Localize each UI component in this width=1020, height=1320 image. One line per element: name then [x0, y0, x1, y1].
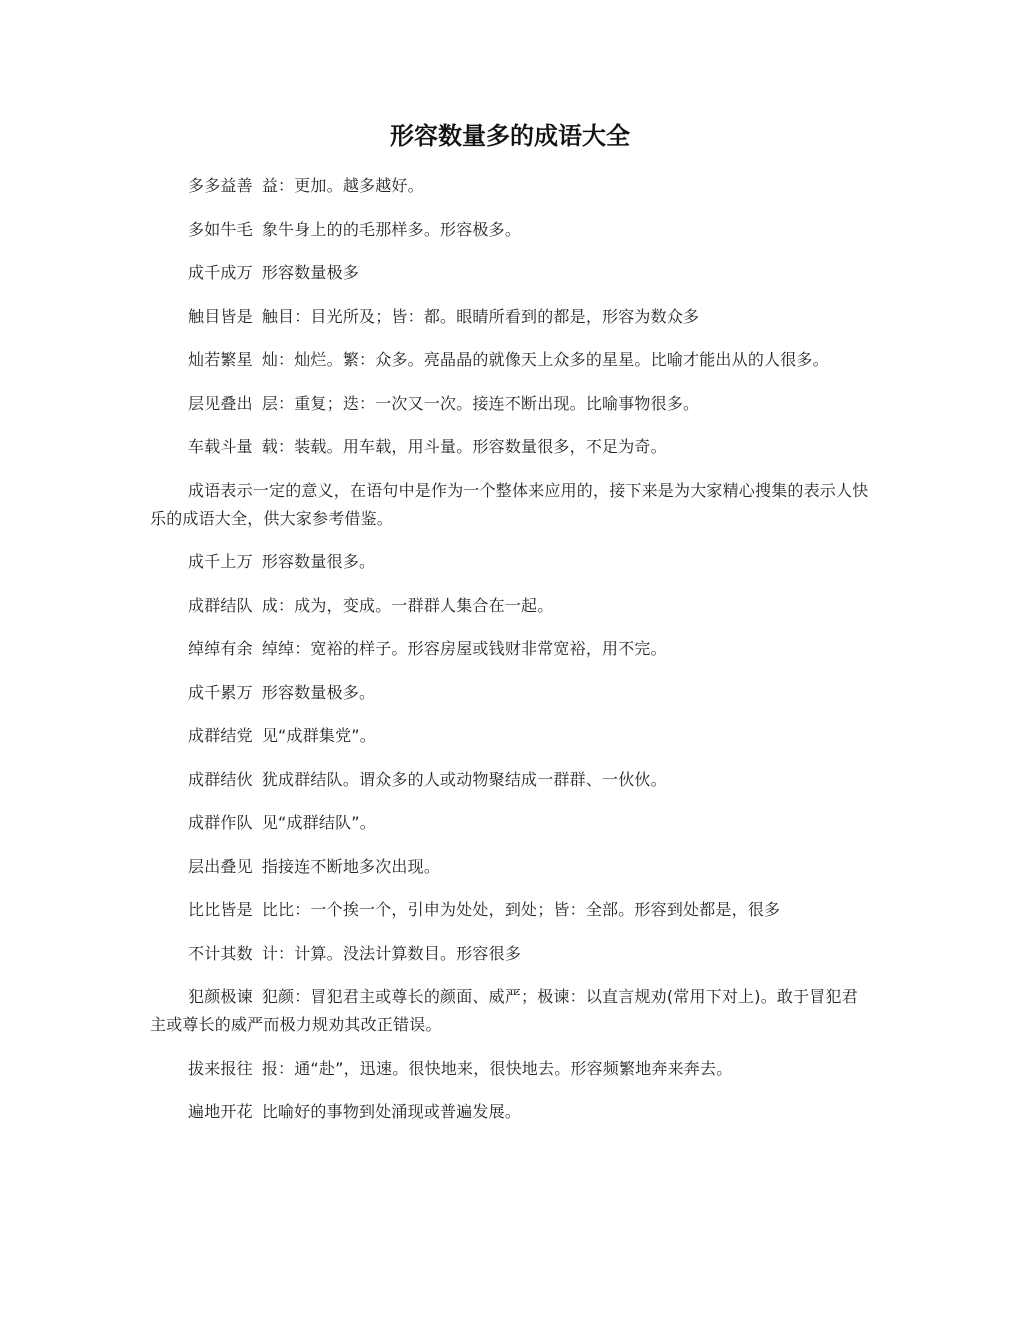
idiom-term: 多如牛毛 [188, 219, 253, 239]
idiom-term: 犯颜极谏 [188, 987, 253, 1006]
idiom-term: 成千上万 [188, 552, 253, 571]
idiom-paragraph [150, 635, 870, 663]
idiom-paragraph [150, 1055, 870, 1083]
idiom-term: 触目皆是 [188, 306, 253, 326]
idiom-paragraph [150, 983, 870, 1039]
idiom-definition: 成：成为，变成。一群群人集合在一起。 [261, 595, 554, 615]
idiom-definition: 报：通“赴”，迅速。很快地来，很快地去。形容频繁地奔来奔去。 [261, 1058, 733, 1078]
idiom-definition: 绰绰：宽裕的样子。形容房屋或钱财非常宽裕，用不完。 [261, 639, 667, 658]
idiom-term: 比比皆是 [188, 900, 253, 919]
idiom-term: 拔来报往 [188, 1058, 253, 1078]
idiom-term: 成群结队 [188, 595, 253, 615]
idiom-paragraph [150, 592, 870, 620]
idiom-term: 多多益善 [188, 176, 253, 195]
idiom-paragraph [150, 679, 870, 707]
idiom-definition: 犯颜：冒犯君主或尊长的颜面、威严；极谏：以直言规劝(常用下对上)。敢于冒犯君主或尊长的威严而极力规劝其改正错误。 [150, 987, 858, 1034]
idiom-paragraph [150, 259, 870, 287]
idiom-definition: 象牛身上的的毛那样多。形容极多。 [261, 219, 522, 239]
document-title: 形容数量多的成语大全 [390, 121, 630, 150]
idiom-paragraph [150, 172, 870, 200]
idiom-term: 成千成万 [188, 263, 253, 282]
idiom-term: 成群结党 [188, 726, 253, 745]
intro-text: 成语表示一定的意义，在语句中是作为一个整体来应用的，接下来是为大家精心搜集的表示人快乐的成语大全，供大家参考借鉴。 [150, 480, 869, 528]
idiom-definition: 形容数量极多 [261, 263, 360, 282]
idiom-paragraph [150, 433, 870, 461]
idiom-term: 灿若繁星 [188, 350, 253, 369]
idiom-paragraph [150, 853, 870, 881]
idiom-term: 车载斗量 [188, 437, 253, 456]
idiom-paragraph [150, 722, 870, 750]
idiom-paragraph [150, 809, 870, 837]
idiom-definition: 见“成群集党”。 [261, 726, 376, 745]
idiom-paragraph [150, 548, 870, 576]
idiom-definition: 层：重复；迭：一次又一次。接连不断出现。比喻事物很多。 [261, 393, 700, 413]
idiom-definition: 载：装载。用车载，用斗量。形容数量很多，不足为奇。 [261, 437, 667, 456]
idiom-definition: 比喻好的事物到处涌现或普遍发展。 [261, 1102, 522, 1121]
idiom-definition: 形容数量很多。 [261, 552, 376, 571]
idiom-definition: 指接连不断地多次出现。 [261, 856, 441, 876]
idiom-definition: 灿：灿烂。繁：众多。亮晶晶的就像天上众多的星星。比喻才能出从的人很多。 [261, 350, 829, 369]
intro-paragraph [150, 477, 870, 533]
idiom-term: 层见叠出 [188, 393, 253, 413]
idiom-definition: 比比：一个挨一个，引申为处处，到处；皆：全部。形容到处都是，很多 [261, 900, 781, 919]
idiom-paragraph [150, 216, 870, 244]
idiom-definition: 形容数量极多。 [261, 682, 376, 702]
idiom-definition: 见“成群结队”。 [261, 813, 376, 832]
idiom-definition: 触目：目光所及；皆：都。眼睛所看到的都是，形容为数众多 [261, 306, 700, 326]
idiom-term: 成群结伙 [188, 769, 253, 789]
idiom-term: 成群作队 [188, 813, 253, 832]
idiom-paragraph [150, 346, 870, 374]
document-body [150, 172, 870, 1142]
idiom-definition: 益：更加。越多越好。 [261, 176, 424, 195]
idiom-term: 层出叠见 [188, 856, 253, 876]
idiom-term: 绰绰有余 [188, 639, 253, 658]
idiom-paragraph [150, 896, 870, 924]
idiom-paragraph [150, 303, 870, 331]
idiom-paragraph [150, 390, 870, 418]
idiom-term: 成千累万 [188, 682, 253, 702]
idiom-paragraph [150, 940, 870, 968]
idiom-definition: 犹成群结队。谓众多的人或动物聚结成一群群、一伙伙。 [261, 769, 667, 789]
idiom-term: 不计其数 [188, 943, 253, 963]
idiom-definition: 计：计算。没法计算数目。形容很多 [261, 943, 522, 963]
idiom-paragraph [150, 766, 870, 794]
idiom-paragraph [150, 1098, 870, 1126]
idiom-term: 遍地开花 [188, 1102, 253, 1121]
